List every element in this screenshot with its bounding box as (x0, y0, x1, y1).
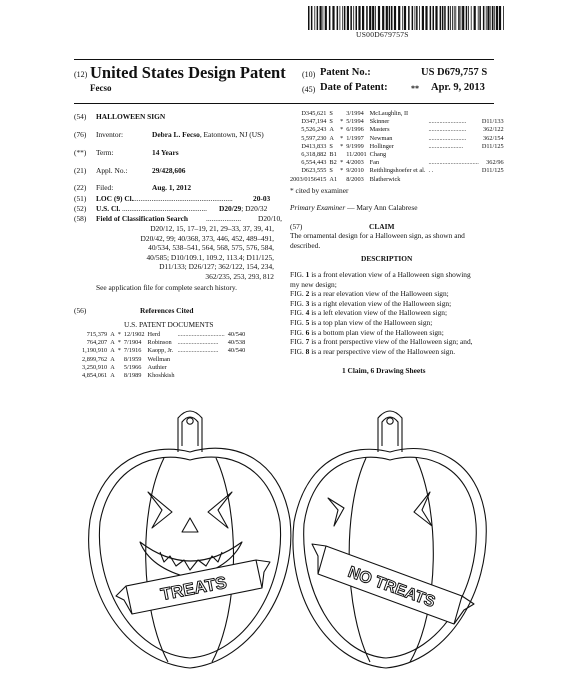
reference-cell: D345,621 (301, 110, 327, 117)
reference-cell: ........................ (428, 134, 467, 142)
references-title: References Cited (140, 306, 194, 315)
reference-cell: .............................. (177, 331, 225, 338)
description-title: DESCRIPTION (361, 254, 413, 263)
field-code-58: (58) (74, 214, 87, 223)
reference-cell: D347,194 (301, 118, 327, 126)
barcode-bar (329, 6, 331, 30)
reference-cell: 5,526,243 (301, 126, 327, 134)
reference-cell (228, 364, 249, 372)
field-code-21: (21) (74, 166, 87, 175)
reference-row (82, 339, 248, 347)
barcode-bar (474, 6, 476, 30)
reference-cell: Wellman (147, 355, 171, 363)
figure-description: FIG. 2 is a rear elevation view of the Halloween sign; (290, 289, 449, 299)
reference-cell: Fan (369, 159, 380, 167)
reference-cell: Robinson (147, 339, 172, 347)
barcode-bar (435, 6, 437, 30)
nose (182, 518, 198, 532)
reference-cell: McLaughlin, II (369, 110, 409, 117)
barcode-bar (378, 6, 380, 30)
reference-cell: 5/1966 (123, 363, 142, 371)
front-view-figure (89, 411, 291, 668)
reference-cell: 40/540 (227, 347, 246, 355)
barcode-bar (386, 6, 388, 30)
reference-cell (178, 372, 228, 380)
code-45: (45) (302, 85, 316, 94)
reference-cell: 3,250,910 (82, 363, 108, 371)
reference-cell: Chang (369, 151, 387, 159)
reference-cell (428, 151, 481, 159)
barcode-bar (461, 6, 462, 30)
figure-description: FIG. 1 is a front elevation view of a Halloween sign showing (290, 270, 471, 279)
reference-cell: A (329, 126, 334, 134)
reference-cell: 7/1904 (123, 339, 142, 347)
reference-cell: 40/538 (227, 339, 246, 347)
left-banner-text: TREATS (159, 572, 229, 605)
barcode-bar (492, 6, 494, 30)
barcode-bar (483, 6, 485, 30)
reference-cell: .......................... (177, 339, 219, 347)
filed-label: Filed: (96, 183, 114, 192)
barcode-bar (353, 6, 354, 30)
barcode-bar (458, 6, 460, 30)
reference-cell: S (329, 142, 333, 150)
claim-title: CLAIM (369, 222, 395, 231)
reference-cell: 8/1959 (123, 355, 142, 363)
appl-no-value: 29/428,606 (152, 166, 186, 175)
reference-cell: Khoshkish (147, 372, 175, 380)
code-12: (12) (74, 70, 88, 79)
barcode-bar (340, 6, 341, 30)
reference-cell: ................................ (428, 159, 479, 167)
reference-row (82, 356, 248, 364)
classification-line: D11/133; D26/127; 362/122, 154, 234, (159, 262, 274, 272)
reference-cell: S (329, 110, 333, 117)
date-stars: ** (411, 84, 419, 93)
barcode-bar (320, 6, 322, 30)
appl-no-label: Appl. No.: (96, 166, 128, 175)
barcode-bar (398, 6, 400, 30)
reference-cell: Reithlingshoefer et al. (369, 167, 426, 175)
us-cl-value: D20/29; D20/32 (219, 204, 268, 213)
field-code-51: (51) (74, 194, 87, 203)
classification-line: 362/235, 253, 293, 812 (205, 271, 274, 281)
reference-cell: 4/2003 (346, 159, 364, 167)
right-banner-text: NO TREATS (345, 563, 438, 612)
reference-cell: ........................ (428, 126, 467, 134)
reference-cell: D11/133 (481, 118, 504, 126)
reference-cell (178, 356, 228, 364)
figure-description: FIG. 4 is a left elevation view of the Halloween sign; (290, 308, 448, 318)
us-cl-dots: .............................................. (122, 204, 207, 213)
barcode-bar (317, 6, 319, 30)
reference-cell: 6/1996 (346, 126, 364, 134)
reference-row (82, 347, 248, 355)
barcode-bar (452, 6, 453, 30)
reference-cell: 8/1989 (123, 372, 142, 380)
barcode-bar (356, 6, 358, 30)
reference-cell (482, 151, 507, 159)
code-10: (10) (302, 70, 316, 79)
barcode-bar (311, 6, 313, 30)
barcode-bar (308, 6, 310, 30)
reference-cell: * (340, 126, 344, 134)
figure-description: FIG. 6 is a bottom plan view of the Halloween sign; (290, 327, 444, 337)
reference-cell: * (340, 167, 344, 175)
reference-cell: * (340, 159, 344, 167)
barcode-bar (382, 6, 384, 30)
reference-cell: A (110, 347, 115, 355)
reference-cell: 5,597,230 (301, 134, 327, 142)
loc-dots: ...................................................... (133, 194, 233, 203)
reference-cell: ...................... (428, 142, 464, 150)
barcode-bar (440, 6, 442, 30)
barcode-bar (344, 6, 346, 30)
barcode-bar (468, 6, 469, 30)
header-rule-top (74, 59, 494, 60)
reference-cell (428, 176, 481, 184)
barcode-bar (433, 6, 435, 30)
reference-cell: A1 (329, 175, 338, 183)
header-rule-bottom (74, 103, 494, 104)
reference-row (290, 126, 507, 134)
hanger-hole (187, 418, 193, 424)
reference-cell: A (110, 363, 115, 371)
reference-cell: 7/1916 (123, 347, 142, 355)
reference-cell: D11/125 (481, 167, 504, 175)
term-value: 14 Years (152, 148, 179, 157)
examiner-name: Mary Ann Calabrese (356, 203, 418, 212)
reference-cell: * (340, 134, 344, 142)
reference-cell: 1,190,910 (82, 347, 108, 355)
design-title: HALLOWEEN SIGN (96, 112, 166, 121)
reference-cell: 715,379 (86, 331, 108, 338)
field-search-dots: ................... (206, 214, 242, 223)
patent-date: Apr. 9, 2013 (431, 82, 485, 93)
figure-description: FIG. 5 is a top plan view of the Halloween sign; (290, 317, 433, 327)
barcode-bar (350, 6, 352, 30)
barcode-bar (466, 6, 468, 30)
right-eye (208, 492, 232, 528)
barcode-bar (404, 6, 406, 30)
us-cl-label: U.S. Cl. (96, 204, 121, 213)
field-code-76: (76) (74, 130, 87, 139)
examiner-label: Primary Examiner (290, 203, 346, 212)
barcode-bar (389, 6, 391, 30)
reference-cell: A (110, 372, 115, 380)
cited-by-examiner-note: * cited by examiner (290, 186, 349, 195)
examiner-line: Primary Examiner — Mary Ann Calabrese (290, 203, 418, 212)
barcode-bar (479, 6, 481, 30)
reference-cell: 2003/0156415 (290, 175, 327, 183)
barcode-bar (454, 6, 455, 30)
reference-cell (178, 364, 228, 372)
reference-cell: D623,555 (301, 167, 327, 175)
barcode-bar (391, 6, 393, 30)
barcode-bar (494, 6, 495, 30)
references-table-right (290, 110, 507, 184)
figure-descriptions (290, 270, 502, 356)
us-patent-docs-title: U.S. PATENT DOCUMENTS (124, 320, 214, 329)
reference-cell: Authier (147, 363, 167, 371)
barcode-bar (369, 6, 371, 30)
reference-row (290, 143, 507, 151)
figure-description: FIG. 3 is a right elevation view of the Halloween sign; (290, 298, 452, 308)
barcode-bar (487, 6, 489, 30)
field-code-term: (**) (74, 148, 87, 157)
inventor-label: Inventor: (96, 130, 124, 139)
loc-value: 20-03 (253, 194, 271, 203)
reference-row (82, 364, 248, 372)
patent-no-label: Patent No.: (320, 67, 371, 78)
reference-cell: * (117, 331, 121, 338)
barcode-bar (471, 6, 472, 30)
patent-type-title: United States Design Patent (90, 63, 286, 82)
reference-cell (482, 176, 507, 184)
claim-text: The ornamental design for a Halloween sign, as shown and described. (290, 231, 465, 250)
barcode-bar (342, 6, 343, 30)
reference-cell: 362/96 (486, 159, 504, 167)
inventor-value: Debra L. Fecso, Eatontown, NJ (US) (152, 130, 264, 139)
reference-cell: . . (428, 167, 434, 175)
classification-line: D20/12, 15, 17–19, 21, 29–33, 37, 39, 41, (150, 224, 274, 233)
barcode-bar (462, 6, 464, 30)
reference-cell: ........................ (428, 118, 467, 126)
barcode-bar (503, 6, 504, 30)
barcode-bar (444, 6, 446, 30)
field-code-56: (56) (74, 306, 87, 315)
barcode-bar (430, 6, 432, 30)
reference-row (290, 135, 507, 143)
loc-label: LOC (9) Cl. (96, 194, 134, 203)
barcode-bar (402, 6, 403, 30)
reference-cell: A (110, 355, 115, 363)
reference-cell (482, 110, 507, 118)
barcode-image (308, 6, 504, 30)
barcode-bar (366, 6, 368, 30)
classification-line: D20/42, 99; 40/368, 373, 446, 452, 489–491, (140, 233, 274, 243)
field-code-57: (57) (290, 222, 303, 231)
barcode-bar (337, 6, 339, 30)
references-table-left (82, 331, 248, 380)
reference-cell: Blatherwick (369, 175, 401, 183)
barcode-bar (415, 6, 416, 30)
barcode-bar (478, 6, 479, 30)
patent-number: US D679,757 S (421, 67, 488, 78)
reference-cell: 764,207 (86, 339, 108, 347)
reference-cell: B1 (329, 151, 337, 159)
field-code-22: (22) (74, 183, 87, 192)
see-application-note: See application file for complete search history. (96, 283, 237, 292)
hanger-hole (387, 418, 393, 424)
rear-view-figure (293, 411, 486, 668)
reference-cell: 2,899,762 (82, 355, 108, 363)
field-search-label: Field of Classification Search (96, 214, 189, 223)
field-code-52: (52) (74, 204, 87, 213)
barcode-bar (486, 6, 487, 30)
barcode-bar (394, 6, 396, 30)
reference-cell: * (117, 339, 121, 347)
barcode-bar (325, 6, 327, 30)
reference-cell: S (329, 167, 333, 175)
filed-value: Aug. 1, 2012 (152, 183, 192, 192)
reference-cell: B2 (329, 159, 337, 167)
reference-cell: * (340, 142, 344, 150)
barcode-bar (419, 6, 420, 30)
barcode-bar (496, 6, 498, 30)
reference-row (290, 118, 507, 126)
right-eye (414, 492, 432, 526)
date-label: Date of Patent: (320, 82, 388, 93)
barcode-bar (323, 6, 324, 30)
barcode-bar (372, 6, 374, 30)
reference-cell (228, 372, 249, 380)
reference-cell: 9/1999 (346, 142, 364, 150)
barcode-bar (425, 6, 427, 30)
inventor-surname: Fecso (90, 83, 112, 93)
figure-description: my new design; (290, 279, 337, 289)
reference-cell: .......................... (177, 347, 219, 355)
barcode-bar (448, 6, 450, 30)
reference-cell: 1/1997 (346, 134, 364, 142)
reference-cell: D11/125 (481, 142, 504, 150)
barcode-bar (408, 6, 410, 30)
barcode-bar (347, 6, 349, 30)
barcode-bar (412, 6, 414, 30)
reference-cell: 362/154 (483, 134, 504, 142)
barcode-bar (358, 6, 360, 30)
claims-sheets-summary: 1 Claim, 6 Drawing Sheets (342, 366, 426, 375)
reference-cell: 11/2001 (346, 151, 367, 159)
barcode-bar (499, 6, 501, 30)
publication-number: US00D679757S (356, 30, 409, 39)
term-label: Term: (96, 148, 114, 157)
reference-cell: * (340, 118, 344, 126)
reference-cell: 362/122 (483, 126, 504, 134)
barcode-bar (490, 6, 491, 30)
barcode-bar (450, 6, 451, 30)
barcode-bar (455, 6, 456, 30)
reference-cell: 9/2010 (346, 167, 364, 175)
reference-cell: 6,318,882 (301, 151, 327, 159)
reference-cell: Hollinger (369, 142, 394, 150)
classification-line: 40/585; D10/109.1, 109.2, 113.4; D11/125, (146, 252, 274, 262)
reference-row (82, 372, 248, 380)
reference-cell: S (329, 118, 333, 126)
reference-cell: Skinner (369, 118, 390, 126)
barcode-bar (416, 6, 418, 30)
reference-cell: 4,854,061 (82, 372, 108, 380)
reference-cell: A (110, 331, 115, 338)
reference-row (82, 331, 248, 339)
reference-cell: 3/1994 (346, 110, 364, 117)
barcode-bar (362, 6, 364, 30)
left-eye (328, 498, 344, 526)
reference-row (290, 167, 507, 175)
reference-cell: A (110, 339, 115, 347)
barcode-bar (332, 6, 334, 30)
reference-cell: Herd (147, 331, 161, 338)
reference-row (290, 176, 507, 184)
field-search-value: D20/10, (258, 214, 283, 223)
reference-cell: Masters (369, 126, 390, 134)
reference-cell: Kaopp, Jr. (147, 347, 174, 355)
reference-cell (228, 356, 249, 364)
reference-cell: 40/540 (227, 331, 246, 338)
halloween-sign-drawing (80, 400, 490, 675)
classification-block (96, 224, 274, 282)
barcode-bar (314, 6, 315, 30)
classification-line: 40/534, 538–541, 564, 568, 575, 576, 584, (148, 243, 274, 253)
reference-cell: 8/2003 (346, 175, 364, 183)
barcode-bar (422, 6, 424, 30)
reference-cell: 6,554,443 (301, 159, 327, 167)
figure-description: FIG. 8 is a rear perspective view of the Halloween sign. (290, 346, 456, 356)
reference-cell: * (117, 347, 121, 355)
reference-cell: A (329, 134, 334, 142)
reference-cell (428, 110, 481, 118)
figure-description: FIG. 7 is a front perspective view of the Halloween sign; and, (290, 337, 473, 347)
field-code-54: (54) (74, 112, 87, 121)
barcode-bar (375, 6, 376, 30)
reference-cell: Newman (369, 134, 393, 142)
reference-row (290, 159, 507, 167)
reference-row (290, 151, 507, 159)
reference-cell: 12/1902 (123, 331, 145, 338)
reference-cell: D413,833 (301, 142, 327, 150)
reference-row (290, 110, 507, 118)
reference-cell: 5/1994 (346, 118, 364, 126)
left-eye (148, 492, 172, 528)
barcode-bar (442, 6, 444, 30)
